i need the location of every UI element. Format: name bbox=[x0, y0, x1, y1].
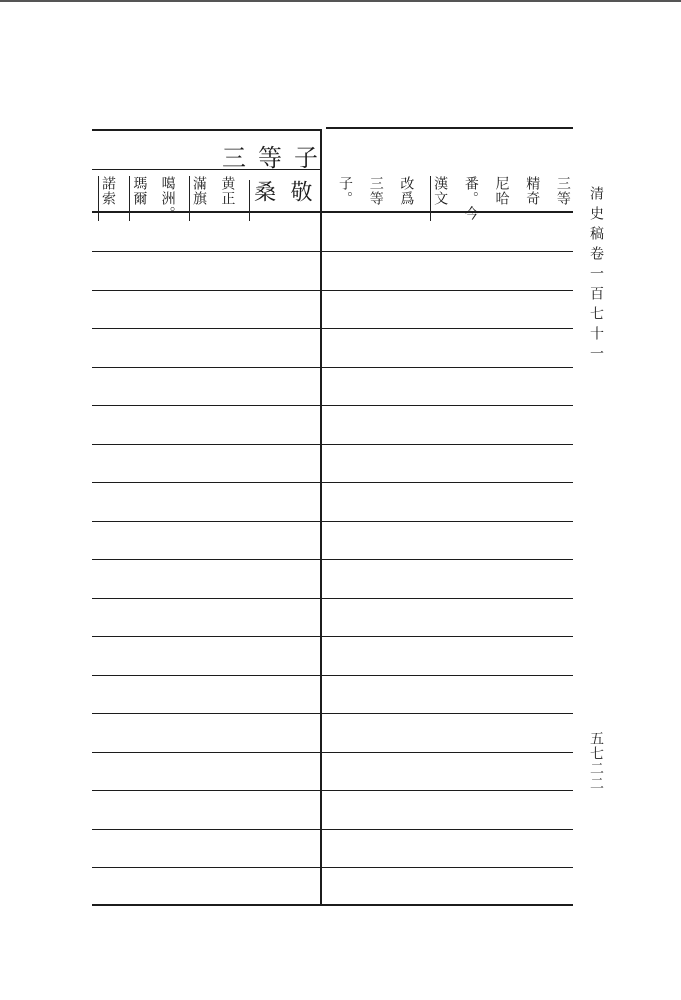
right-header-col: 漢文 bbox=[430, 176, 447, 221]
right-header-col: 精奇 bbox=[524, 176, 541, 206]
right-header-col: 尼哈 bbox=[493, 176, 510, 206]
row-rule bbox=[92, 521, 573, 522]
row-rule bbox=[92, 713, 573, 714]
left-header-col: 桑 bbox=[249, 180, 274, 221]
right-header-col: 改爲 bbox=[398, 176, 415, 206]
row-rule bbox=[92, 405, 573, 406]
right-header-col: 子。 bbox=[337, 176, 353, 206]
side-title: 清史稿卷一百七十一 bbox=[588, 186, 604, 366]
table-top-rule-right bbox=[326, 127, 573, 129]
left-header-col: 滿旗 bbox=[189, 176, 206, 221]
row-rule bbox=[92, 328, 573, 329]
row-rule bbox=[92, 752, 573, 753]
table-center-divider bbox=[320, 129, 322, 905]
table-bottom-rule bbox=[92, 904, 573, 906]
row-rule bbox=[92, 290, 573, 291]
row-rule bbox=[92, 482, 573, 483]
row-rule bbox=[92, 829, 573, 830]
right-header-col: 三等 bbox=[367, 176, 384, 206]
left-header-col: 瑪爾 bbox=[129, 176, 146, 221]
row-rule bbox=[92, 675, 573, 676]
left-header-col: 黄正 bbox=[219, 176, 236, 206]
left-header-col: 敬 bbox=[286, 180, 312, 203]
right-header-cell bbox=[338, 176, 570, 221]
page-number: 五七二二 bbox=[588, 731, 604, 791]
row-rule bbox=[92, 598, 573, 599]
scan-top-edge bbox=[0, 0, 681, 2]
row-rule bbox=[92, 444, 573, 445]
row-rule bbox=[92, 790, 573, 791]
left-header-col: 諾索 bbox=[98, 176, 115, 221]
right-header-col: 三等 bbox=[554, 176, 571, 206]
row-rule bbox=[92, 251, 573, 252]
right-header-col: 番。今 bbox=[462, 176, 479, 221]
table-top-rule-left bbox=[92, 129, 320, 131]
row-rule bbox=[92, 559, 573, 560]
left-header-col: 噶洲。 bbox=[159, 176, 176, 221]
left-section-title: 三等子 bbox=[222, 144, 330, 172]
row-rule bbox=[92, 636, 573, 637]
row-rule bbox=[92, 367, 573, 368]
row-rule bbox=[92, 867, 573, 868]
left-header-cell bbox=[98, 176, 310, 221]
